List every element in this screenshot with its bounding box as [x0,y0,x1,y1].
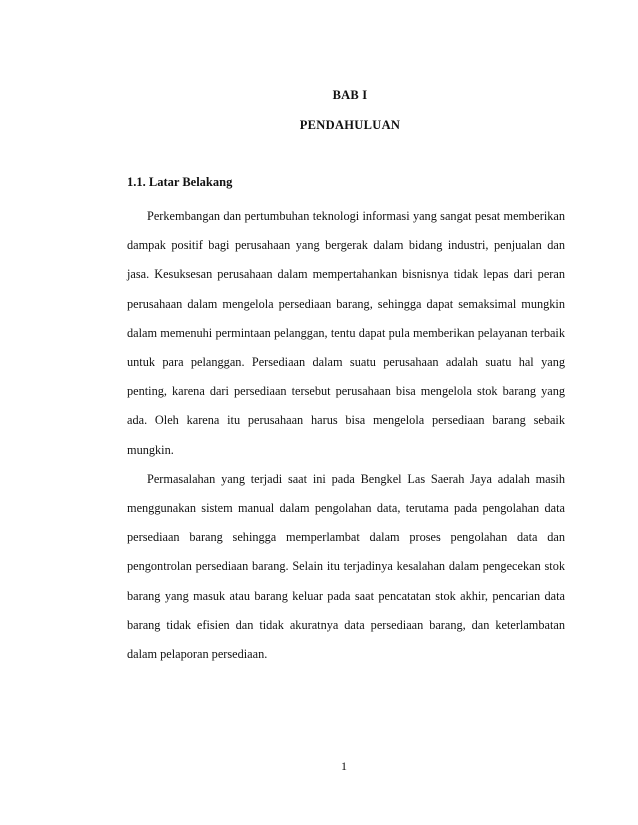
paragraph-1: Perkembangan dan pertumbuhan teknologi informasi yang sangat pesat memberikan dampak positif bagi perusahaan yang bergerak dalam bidang industri, penjualan dan jasa. Kesuksesan perusahaan dalam mempertahankan bisnisnya tidak lepas dari peran perusahaan dalam mengelola persediaan barang, sehingga dapat semaksimal mungkin dalam memenuhi permintaan pelanggan, tentu dapat pula memberikan pelayanan terbaik untuk para pelanggan. Persediaan dalam suatu perusahaan adalah suatu hal yang penting, karena dari persediaan tersebut perusahaan bisa mengelola stok barang yang ada. Oleh karena itu perusahaan harus bisa mengelola persediaan barang sebaik mungkin. [127,209,565,457]
page-number: 1 [341,759,347,773]
section-heading: 1.1. Latar Belakang [127,175,233,189]
chapter-title: PENDAHULUAN [299,118,401,132]
chapter-number: BAB I [332,88,368,102]
body-text [127,202,565,669]
paragraph-2: Permasalahan yang terjadi saat ini pada Bengkel Las Saerah Jaya adalah masih menggunakan sistem manual dalam pengolahan data, terutama pada pengolahan data persediaan barang sehingga memperlambat dalam proses pengolahan data dan pengontrolan persediaan barang. Selain itu terjadinya kesalahan dalam pengecekan stok barang yang masuk atau barang keluar pada saat pencatatan stok akhir, pencarian data barang tidak efisien dan tidak akuratnya data persediaan barang, dan keterlambatan dalam pelaporan persediaan. [127,471,565,662]
